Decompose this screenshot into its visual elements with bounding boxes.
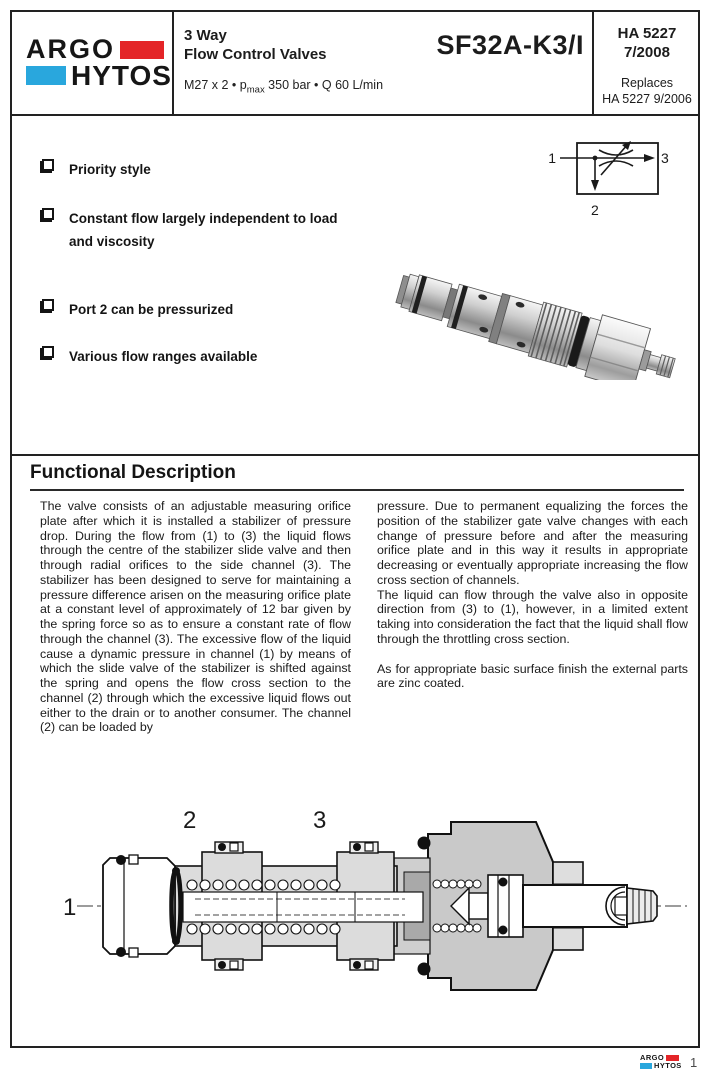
feature-text: Constant flow largely independent to load and viscosity	[69, 211, 338, 249]
description-left-column	[40, 499, 351, 735]
model-number: SF32A-K3/I	[436, 30, 584, 60]
argo-hytos-logo	[26, 34, 172, 91]
symbol-port-2: 2	[591, 202, 599, 218]
product-photo	[392, 240, 682, 380]
list-item	[42, 207, 362, 253]
list-item	[42, 158, 362, 181]
logo-word-hytos: HYTOS	[71, 59, 172, 91]
spec-suffix: 350 bar • Q 60 L/min	[264, 78, 384, 92]
product-family-title	[184, 26, 327, 64]
drawing-port-3-label: 3	[313, 807, 327, 834]
logo-word-argo: ARGO	[26, 34, 115, 64]
checkbox-bullet-icon	[42, 346, 54, 358]
functional-description-body	[40, 499, 688, 735]
checkbox-bullet-icon	[42, 299, 54, 311]
header-divider-1	[172, 10, 174, 116]
page-footer	[0, 1051, 709, 1079]
feature-text: Port 2 can be pressurized	[69, 302, 234, 317]
drawing-port-2-label: 2	[183, 807, 197, 834]
feature-text: Priority style	[69, 162, 151, 177]
checkbox-bullet-icon	[42, 208, 54, 220]
footer-logo-red-block	[666, 1055, 679, 1061]
description-paragraph: As for appropriate basic surface finish the external parts are zinc coated.	[377, 661, 688, 691]
logo-red-block	[120, 41, 164, 59]
description-paragraph: The valve consists of an adjustable measuring orifice plate after which it is installed a stabilizer of pressure drop. During the flow from (1) to (3) the liquid flows through the centre of the stabilizer slide valve and then through radial orifices to the side channel (3). The stabilizer has been designed to serve for maintaining a pressure difference arisen on the measuring orifice plate at a constant level of approximately of 12 bar given by the spring force so as to ensure a constant rate of flow through the channel (3). The excessive flow of the liquid cause a dynamic pressure in channel (1) by means of which the slide valve of the stabilizer is shifted against the spring and opens the flow cross section to the channel (2) through which the excessive liquid flows out either to the drain or to another consumer. The channel (2) can be loaded by	[40, 499, 351, 735]
footer-logo-cyan-block	[640, 1063, 652, 1069]
replaces-value: HA 5227 9/2006	[602, 92, 692, 106]
hydraulic-symbol	[540, 133, 709, 233]
header-bottom-rule	[10, 114, 700, 116]
logo-cyan-block	[26, 66, 66, 85]
title-line-2: Flow Control Valves	[184, 46, 327, 63]
description-paragraph: pressure. Due to permanent equalizing the forces the position of the stabilizer gate valve changes with each change of pressure before and after the measuring orifice plate and in this way it results in appropriate decreasing or eventually appropriate increasing the flow cross section of channels.	[377, 499, 688, 587]
spec-subscript: max	[246, 84, 265, 96]
section-top-rule	[10, 454, 700, 456]
spec-prefix: M27 x 2 • p	[184, 78, 247, 92]
description-right-column	[377, 499, 688, 735]
description-paragraph: The liquid can flow through the valve also in opposite direction from (3) to (1), however, in a limited extent taking into consideration the fact that the liquid shall flow through the throttling cross section.	[377, 587, 688, 646]
footer-logo-word-hytos: HYTOS	[654, 1060, 682, 1070]
list-item	[42, 298, 362, 321]
section-title: Functional Description	[30, 462, 684, 491]
checkbox-bullet-icon	[42, 159, 54, 171]
footer-logo	[640, 1054, 682, 1070]
doc-issue: 7/2008	[624, 44, 670, 61]
replaces-label: Replaces	[620, 76, 674, 90]
symbol-port-1: 1	[548, 150, 556, 166]
page-number: 1	[690, 1055, 698, 1070]
drawing-port-1-label: 1	[63, 894, 77, 921]
title-line-1: 3 Way	[184, 27, 227, 44]
doc-number: HA 5227	[617, 25, 677, 42]
feature-list	[42, 158, 362, 368]
footer-logo-word-argo: ARGO	[640, 1052, 665, 1062]
valve-cross-section-drawing	[55, 788, 700, 1023]
feature-text: Various flow ranges available	[69, 349, 258, 364]
list-item	[42, 345, 362, 368]
document-info	[594, 24, 700, 107]
symbol-port-3: 3	[661, 150, 669, 166]
spec-line	[184, 78, 383, 96]
